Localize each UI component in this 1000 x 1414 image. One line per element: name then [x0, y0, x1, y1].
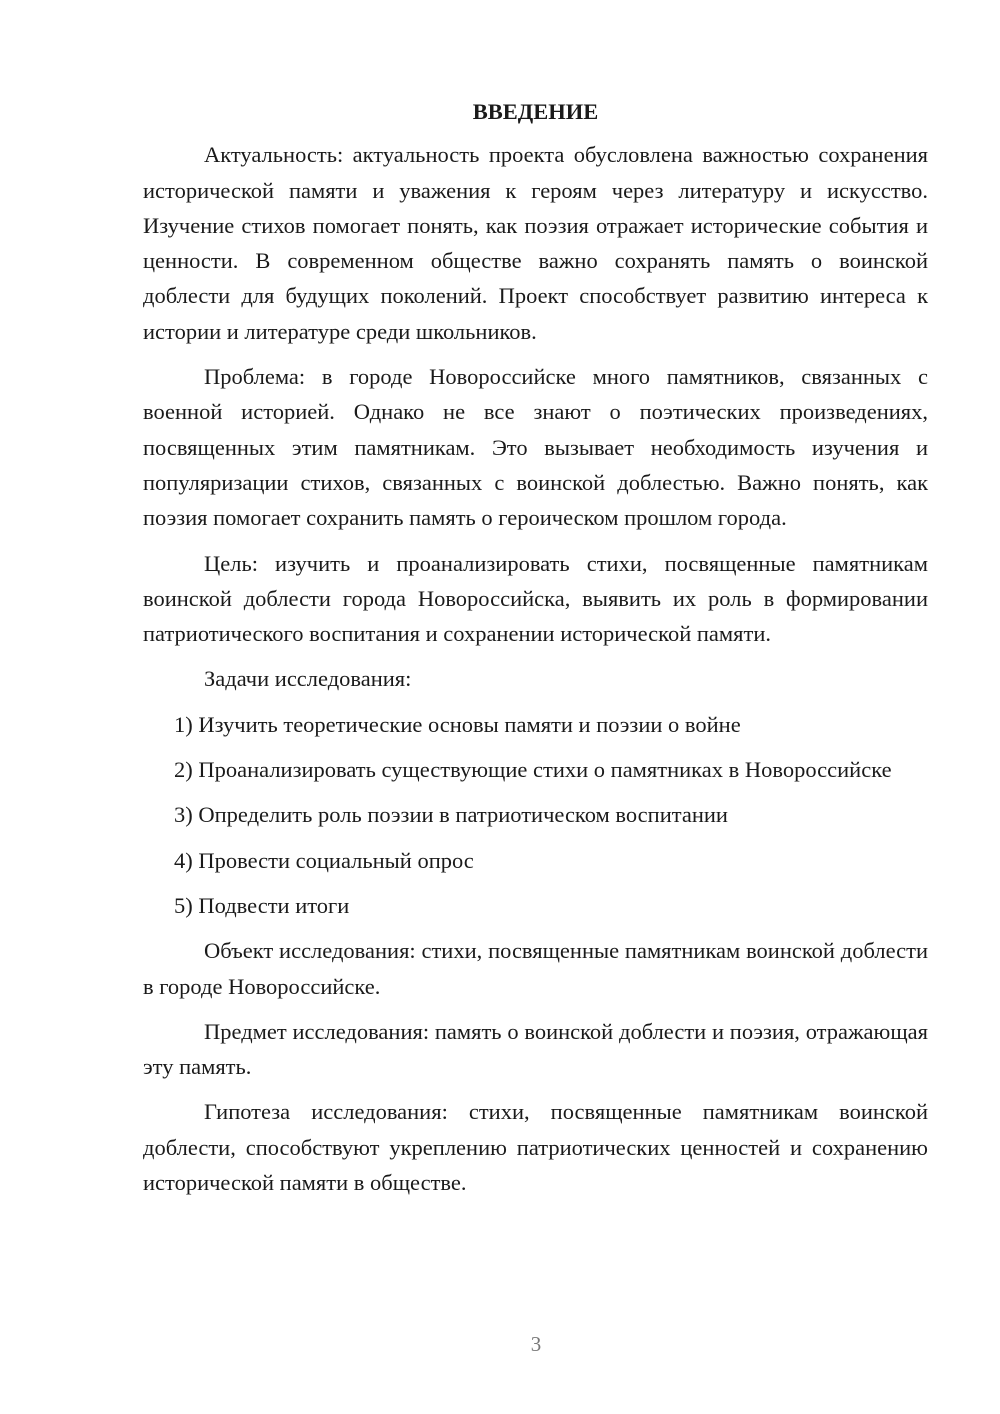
- goal-paragraph: Цель: изучить и проанализировать стихи, посвященные памятникам воинской доблести города Новороссийска, выявить их роль в формировании патриотического воспитания и сохранении исторической памяти.: [143, 550, 928, 647]
- page-number: 3: [530, 1332, 542, 1356]
- relevance-paragraph: Актуальность: актуальность проекта обусловлена важностью сохранения исторической памяти и уважения к героям через литературу и искусство. Изучение стихов помогает понять, как поэзия отражает исторические события и ценности. В современном обществе важно сохранять память о воинской доблести для будущих поколений. Проект способствует развитию интереса к истории и литературе среди школьников.: [143, 142, 928, 344]
- task-item-5: 5) Подвести итоги: [174, 892, 350, 918]
- task-item-3: 3) Определить роль поэзии в патриотическом воспитании: [174, 802, 728, 828]
- task-item-2: 2) Проанализировать существующие стихи о памятниках в Новороссийске: [174, 757, 892, 783]
- task-item-1: 1) Изучить теоретические основы памяти и поэзии о войне: [174, 711, 741, 737]
- object-paragraph: Объект исследования: стихи, посвященные памятникам воинской доблести в городе Новороссийске.: [143, 938, 928, 999]
- hypothesis-paragraph: Гипотеза исследования: стихи, посвященные памятникам воинской доблести, способствуют укреплению патриотических ценностей и сохранению исторической памяти в обществе.: [143, 1099, 928, 1196]
- section-title: ВВЕДЕНИЕ: [472, 99, 599, 124]
- problem-paragraph: Проблема: в городе Новороссийске много памятников, связанных с военной историей. Однако не все знают о поэтических произведениях, посвященных этим памятникам. Это вызывает необходимость изучения и популяризации стихов, связанных с воинской доблестью. Важно понять, как поэзия помогает сохранить память о героическом прошлом города.: [143, 364, 928, 531]
- task-item-4: 4) Провести социальный опрос: [174, 847, 474, 873]
- tasks-heading: Задачи исследования:: [204, 666, 412, 692]
- subject-paragraph: Предмет исследования: память о воинской доблести и поэзия, отражающая эту память.: [143, 1018, 928, 1080]
- page-content: [143, 94, 928, 1210]
